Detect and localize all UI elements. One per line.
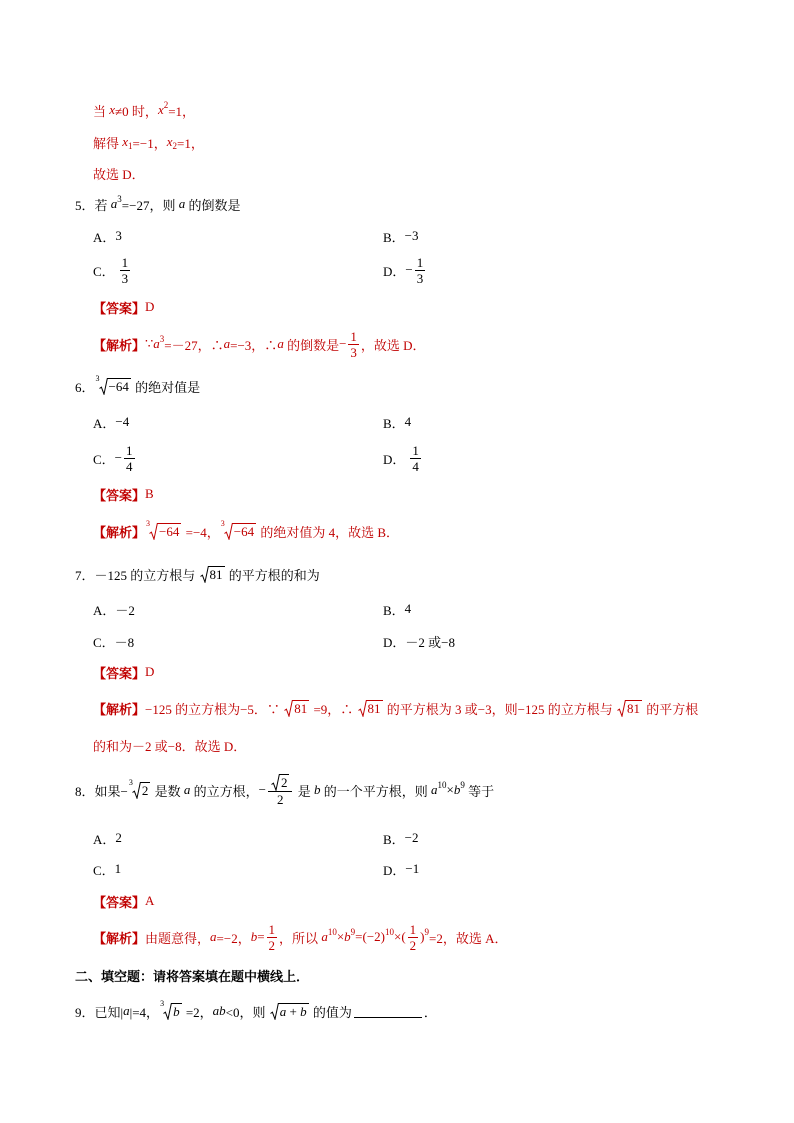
radical-sign — [284, 700, 293, 717]
text: =9，∴ — [310, 701, 357, 717]
question-number: 6． — [75, 379, 95, 395]
analysis-tag: 【解析】 — [93, 337, 146, 353]
analysis-tag: 【解析】 — [93, 701, 146, 717]
square-root — [270, 1003, 309, 1020]
radical-stroke — [270, 1003, 279, 1019]
option-label: C． — [93, 263, 115, 279]
fraction — [408, 922, 419, 953]
answer-tag: 【答案】 — [93, 665, 146, 681]
root-index: 3 — [220, 518, 225, 528]
q5-option-a — [93, 218, 122, 254]
fraction-denominator: 3 — [350, 344, 357, 360]
text: 由题意得， — [145, 930, 211, 946]
text: 解得 — [93, 135, 123, 151]
variable-b: b — [453, 782, 461, 797]
option-label: D． — [383, 263, 406, 279]
cube-root — [146, 518, 181, 540]
radical-stroke — [150, 523, 159, 539]
exponent: 10 — [384, 927, 394, 937]
section-heading — [75, 957, 309, 993]
text: 的值为 — [309, 1004, 352, 1020]
option-label: B． — [383, 602, 405, 618]
q6-stem — [75, 368, 200, 404]
text: |=4， — [129, 1004, 160, 1020]
text: 的平方根 — [642, 701, 699, 717]
fraction — [415, 255, 426, 286]
answer-tag: 【答案】 — [93, 894, 146, 910]
radical-stroke — [200, 566, 209, 582]
option-value: 4 — [404, 601, 412, 616]
text: 已知| — [94, 1004, 124, 1020]
text: 的平方根的和为 — [225, 567, 320, 583]
fraction-denominator: 4 — [412, 458, 419, 474]
cube-root — [128, 777, 151, 799]
exponent: 10 — [437, 780, 447, 790]
fraction-denominator: 3 — [121, 270, 129, 286]
cube-root — [220, 518, 256, 540]
option-value: −1 — [405, 861, 420, 876]
answer-value: D — [145, 299, 155, 314]
fraction-denominator: 3 — [416, 270, 424, 286]
answer-value: A — [145, 893, 155, 908]
text: 是数 — [151, 783, 184, 799]
option-value: −4 — [115, 414, 130, 429]
answer-tag: 【答案】 — [93, 487, 146, 503]
fraction-numerator: 1 — [412, 442, 419, 458]
option-value: 4 — [404, 414, 412, 429]
q7-option-a — [93, 591, 135, 627]
q7-stem — [75, 556, 320, 592]
option-label: B． — [383, 415, 405, 431]
radical-stroke — [99, 378, 108, 394]
option-label: C． — [93, 451, 115, 467]
radical-stroke — [164, 1003, 173, 1019]
text: =−3，∴ — [230, 337, 278, 353]
text: 的和为－2 或−8．故选 D． — [93, 738, 247, 754]
text: －125 的立方根与 — [94, 567, 199, 583]
q6-answer — [93, 476, 154, 512]
option-value: −3 — [404, 228, 419, 243]
option-value: －2 — [115, 602, 135, 618]
answer-tag: 【答案】 — [93, 300, 146, 316]
option-label: B． — [383, 229, 405, 245]
q7-option-d — [383, 623, 455, 659]
radical-stroke — [285, 700, 294, 716]
square-root — [617, 700, 642, 717]
variable-a: a — [110, 196, 118, 211]
radical-sign — [224, 523, 233, 540]
q6-analysis — [93, 513, 399, 549]
radicand: 81 — [626, 700, 640, 716]
fraction — [348, 329, 359, 360]
fraction-numerator: 1 — [409, 921, 417, 937]
text: ∵ — [145, 336, 154, 351]
radical-sign — [149, 523, 158, 540]
q5-answer — [93, 289, 154, 325]
variable-x: x — [166, 134, 173, 149]
text: =(−2) — [355, 929, 385, 944]
option-label: D． — [383, 634, 406, 650]
option-label: A． — [93, 415, 116, 431]
variable-b: b — [344, 929, 351, 944]
subscript: 2 — [172, 141, 177, 151]
text: 等于 — [464, 783, 495, 799]
text: 的平方根为 3 或−3，则−125 的立方根与 — [383, 701, 616, 717]
radical-sign — [99, 378, 108, 395]
q8-option-d — [383, 851, 419, 887]
analysis-tag: 【解析】 — [93, 524, 146, 540]
q7-analysis-line-2 — [93, 727, 246, 763]
radical-sign — [271, 774, 280, 791]
fraction-denominator: 2 — [268, 937, 276, 953]
q6-option-a — [93, 404, 129, 440]
option-value: 1 — [114, 861, 122, 876]
radical-sign — [358, 700, 367, 717]
exponent: 9 — [460, 780, 465, 790]
text: 故选 D． — [93, 166, 145, 182]
option-value: －2 或−8 — [405, 634, 455, 650]
q6-option-d — [383, 440, 423, 476]
variable-b: b — [250, 929, 258, 944]
fraction — [267, 922, 278, 953]
variable-a: a — [321, 929, 328, 944]
variable-x: x — [122, 134, 129, 149]
text: =−4， — [182, 524, 220, 540]
variable-a: a — [123, 1003, 130, 1018]
variable-a: a — [153, 336, 160, 351]
q6-option-c — [93, 440, 137, 476]
text: 若 — [94, 197, 111, 213]
text: =−2， — [216, 930, 251, 946]
text: × — [446, 782, 454, 797]
text: ，故选 D． — [360, 337, 426, 353]
question-number: 5． — [75, 197, 95, 213]
variable-a: a — [183, 782, 191, 797]
fraction — [124, 443, 135, 474]
radicand: 81 — [294, 700, 308, 716]
root-index: 3 — [146, 518, 151, 528]
text: ) — [420, 929, 425, 944]
variable-b: b — [314, 782, 321, 797]
minus-sign: − — [405, 262, 413, 277]
root-index: 3 — [160, 998, 165, 1008]
text: =2，故选 A． — [429, 930, 508, 946]
text: 的倒数是 — [185, 197, 241, 213]
fraction-numerator: 1 — [416, 254, 424, 270]
variable-a: a — [178, 196, 186, 211]
radical-stroke — [617, 700, 626, 716]
option-label: D． — [383, 451, 406, 467]
minus-sign: − — [339, 336, 347, 351]
radical-stroke — [224, 523, 233, 539]
option-label: D． — [383, 862, 406, 878]
text: = — [257, 929, 265, 944]
exponent: 3 — [159, 334, 165, 344]
radicand: 2 — [141, 782, 149, 798]
exponent: 9 — [350, 927, 356, 937]
exponent: 3 — [117, 194, 122, 204]
fraction — [120, 255, 131, 286]
section-title: 二、填空题：请将答案填在题中横线上． — [75, 968, 310, 984]
text: =－27，∴ — [164, 337, 224, 353]
fraction-denominator: 2 — [409, 937, 417, 953]
root-index: 3 — [128, 777, 133, 787]
radicand: 81 — [367, 700, 381, 716]
text: 的绝对值是 — [131, 379, 201, 395]
option-value: −2 — [404, 830, 419, 845]
option-value: －8 — [114, 634, 135, 650]
radical-stroke — [271, 774, 280, 790]
q7-analysis-line-1 — [93, 690, 698, 726]
text: 的倒数是 — [283, 337, 340, 353]
exponent: 9 — [424, 927, 429, 937]
answer-blank — [354, 1004, 422, 1018]
q5-option-c — [93, 252, 132, 288]
text: 如果− — [94, 783, 128, 799]
text: × — [336, 929, 345, 944]
radical-sign — [200, 566, 209, 583]
variable-a: a — [210, 929, 217, 944]
text: <0，则 — [225, 1004, 269, 1020]
radicand: −64 — [233, 523, 255, 539]
exponent: 10 — [327, 927, 337, 937]
radicand: b — [173, 1003, 180, 1019]
text: ≠0 时， — [115, 103, 158, 119]
q5-option-b — [383, 218, 419, 254]
fraction — [268, 774, 293, 807]
question-number: 9． — [75, 1004, 95, 1020]
radicand: −64 — [159, 523, 180, 539]
q6-option-b — [383, 404, 411, 440]
text: 的立方根， — [190, 783, 259, 799]
variable-a: a — [431, 782, 438, 797]
radical-sign — [132, 782, 141, 799]
text: 当 — [93, 103, 110, 119]
root-index: 3 — [95, 373, 100, 383]
text: 的一个平方根，则 — [320, 783, 432, 799]
q5-analysis — [93, 326, 426, 362]
text: =−27，则 — [121, 197, 179, 213]
question-number: 8． — [75, 783, 95, 799]
text: 的绝对值为 4，故选 B． — [257, 524, 400, 540]
square-root — [271, 774, 290, 791]
text: ，所以 — [279, 930, 322, 946]
fraction-numerator — [268, 774, 293, 792]
option-value: 2 — [115, 830, 122, 845]
fraction-numerator: 1 — [121, 254, 129, 270]
radicand: 81 — [209, 566, 223, 582]
variable-a: a — [279, 1003, 287, 1019]
option-label: B． — [383, 831, 405, 847]
square-root — [284, 700, 309, 717]
minus-sign: − — [114, 450, 123, 465]
option-label: A． — [93, 831, 116, 847]
radical-sign — [270, 1003, 279, 1020]
minus-sign: − — [258, 782, 266, 797]
variable-b: b — [300, 1003, 307, 1019]
q7-answer — [93, 654, 154, 690]
option-label: C． — [93, 862, 115, 878]
q9-stem — [75, 993, 437, 1029]
variable-a: a — [223, 336, 231, 351]
variable-x: x — [157, 102, 164, 117]
radicand — [279, 1003, 309, 1020]
analysis-tag: 【解析】 — [93, 930, 146, 946]
text: ×( — [393, 929, 406, 944]
option-label: C． — [93, 634, 115, 650]
variable-x: x — [109, 102, 116, 117]
cube-root — [95, 373, 131, 395]
q5-stem — [75, 186, 240, 222]
fraction-numerator: 1 — [268, 921, 276, 937]
subscript: 1 — [128, 141, 133, 151]
radicand: 2 — [280, 774, 288, 790]
text: =1， — [177, 135, 204, 151]
text: =−1， — [132, 135, 167, 151]
text: ． — [423, 1004, 437, 1020]
option-label: A． — [93, 602, 116, 618]
fraction-denominator: 2 — [276, 791, 284, 807]
variable-ab: ab — [212, 1003, 226, 1018]
option-value: 3 — [115, 228, 122, 243]
q7-option-b — [383, 591, 411, 627]
plus-operator: + — [286, 1003, 301, 1019]
question-number: 7． — [75, 567, 95, 583]
fraction — [410, 443, 421, 474]
fraction-numerator: 1 — [126, 442, 133, 458]
answer-value: B — [145, 486, 154, 501]
q8-option-c — [93, 851, 121, 887]
text: =1， — [168, 103, 196, 119]
answer-value: D — [145, 664, 155, 679]
option-label: A． — [93, 229, 116, 245]
q8-answer — [93, 883, 154, 919]
radical-sign — [163, 1003, 172, 1020]
exponent: 2 — [163, 100, 169, 110]
variable-a: a — [277, 336, 284, 351]
radical-stroke — [358, 700, 367, 716]
radicand: −64 — [108, 378, 129, 394]
fraction-numerator: 1 — [350, 328, 357, 344]
fraction-denominator: 4 — [126, 458, 133, 474]
square-root — [200, 566, 225, 583]
cube-root — [160, 998, 182, 1020]
text: 是 — [294, 783, 314, 799]
radical-stroke — [132, 782, 141, 798]
q5-option-d — [383, 252, 427, 288]
text: =2， — [182, 1004, 213, 1020]
square-root — [358, 700, 383, 717]
radical-sign — [617, 700, 626, 717]
q8-analysis — [93, 919, 507, 955]
text: −125 的立方根为−5．∵ — [145, 701, 284, 717]
prev-solution-line-1 — [93, 92, 195, 128]
q8-stem — [75, 772, 494, 808]
